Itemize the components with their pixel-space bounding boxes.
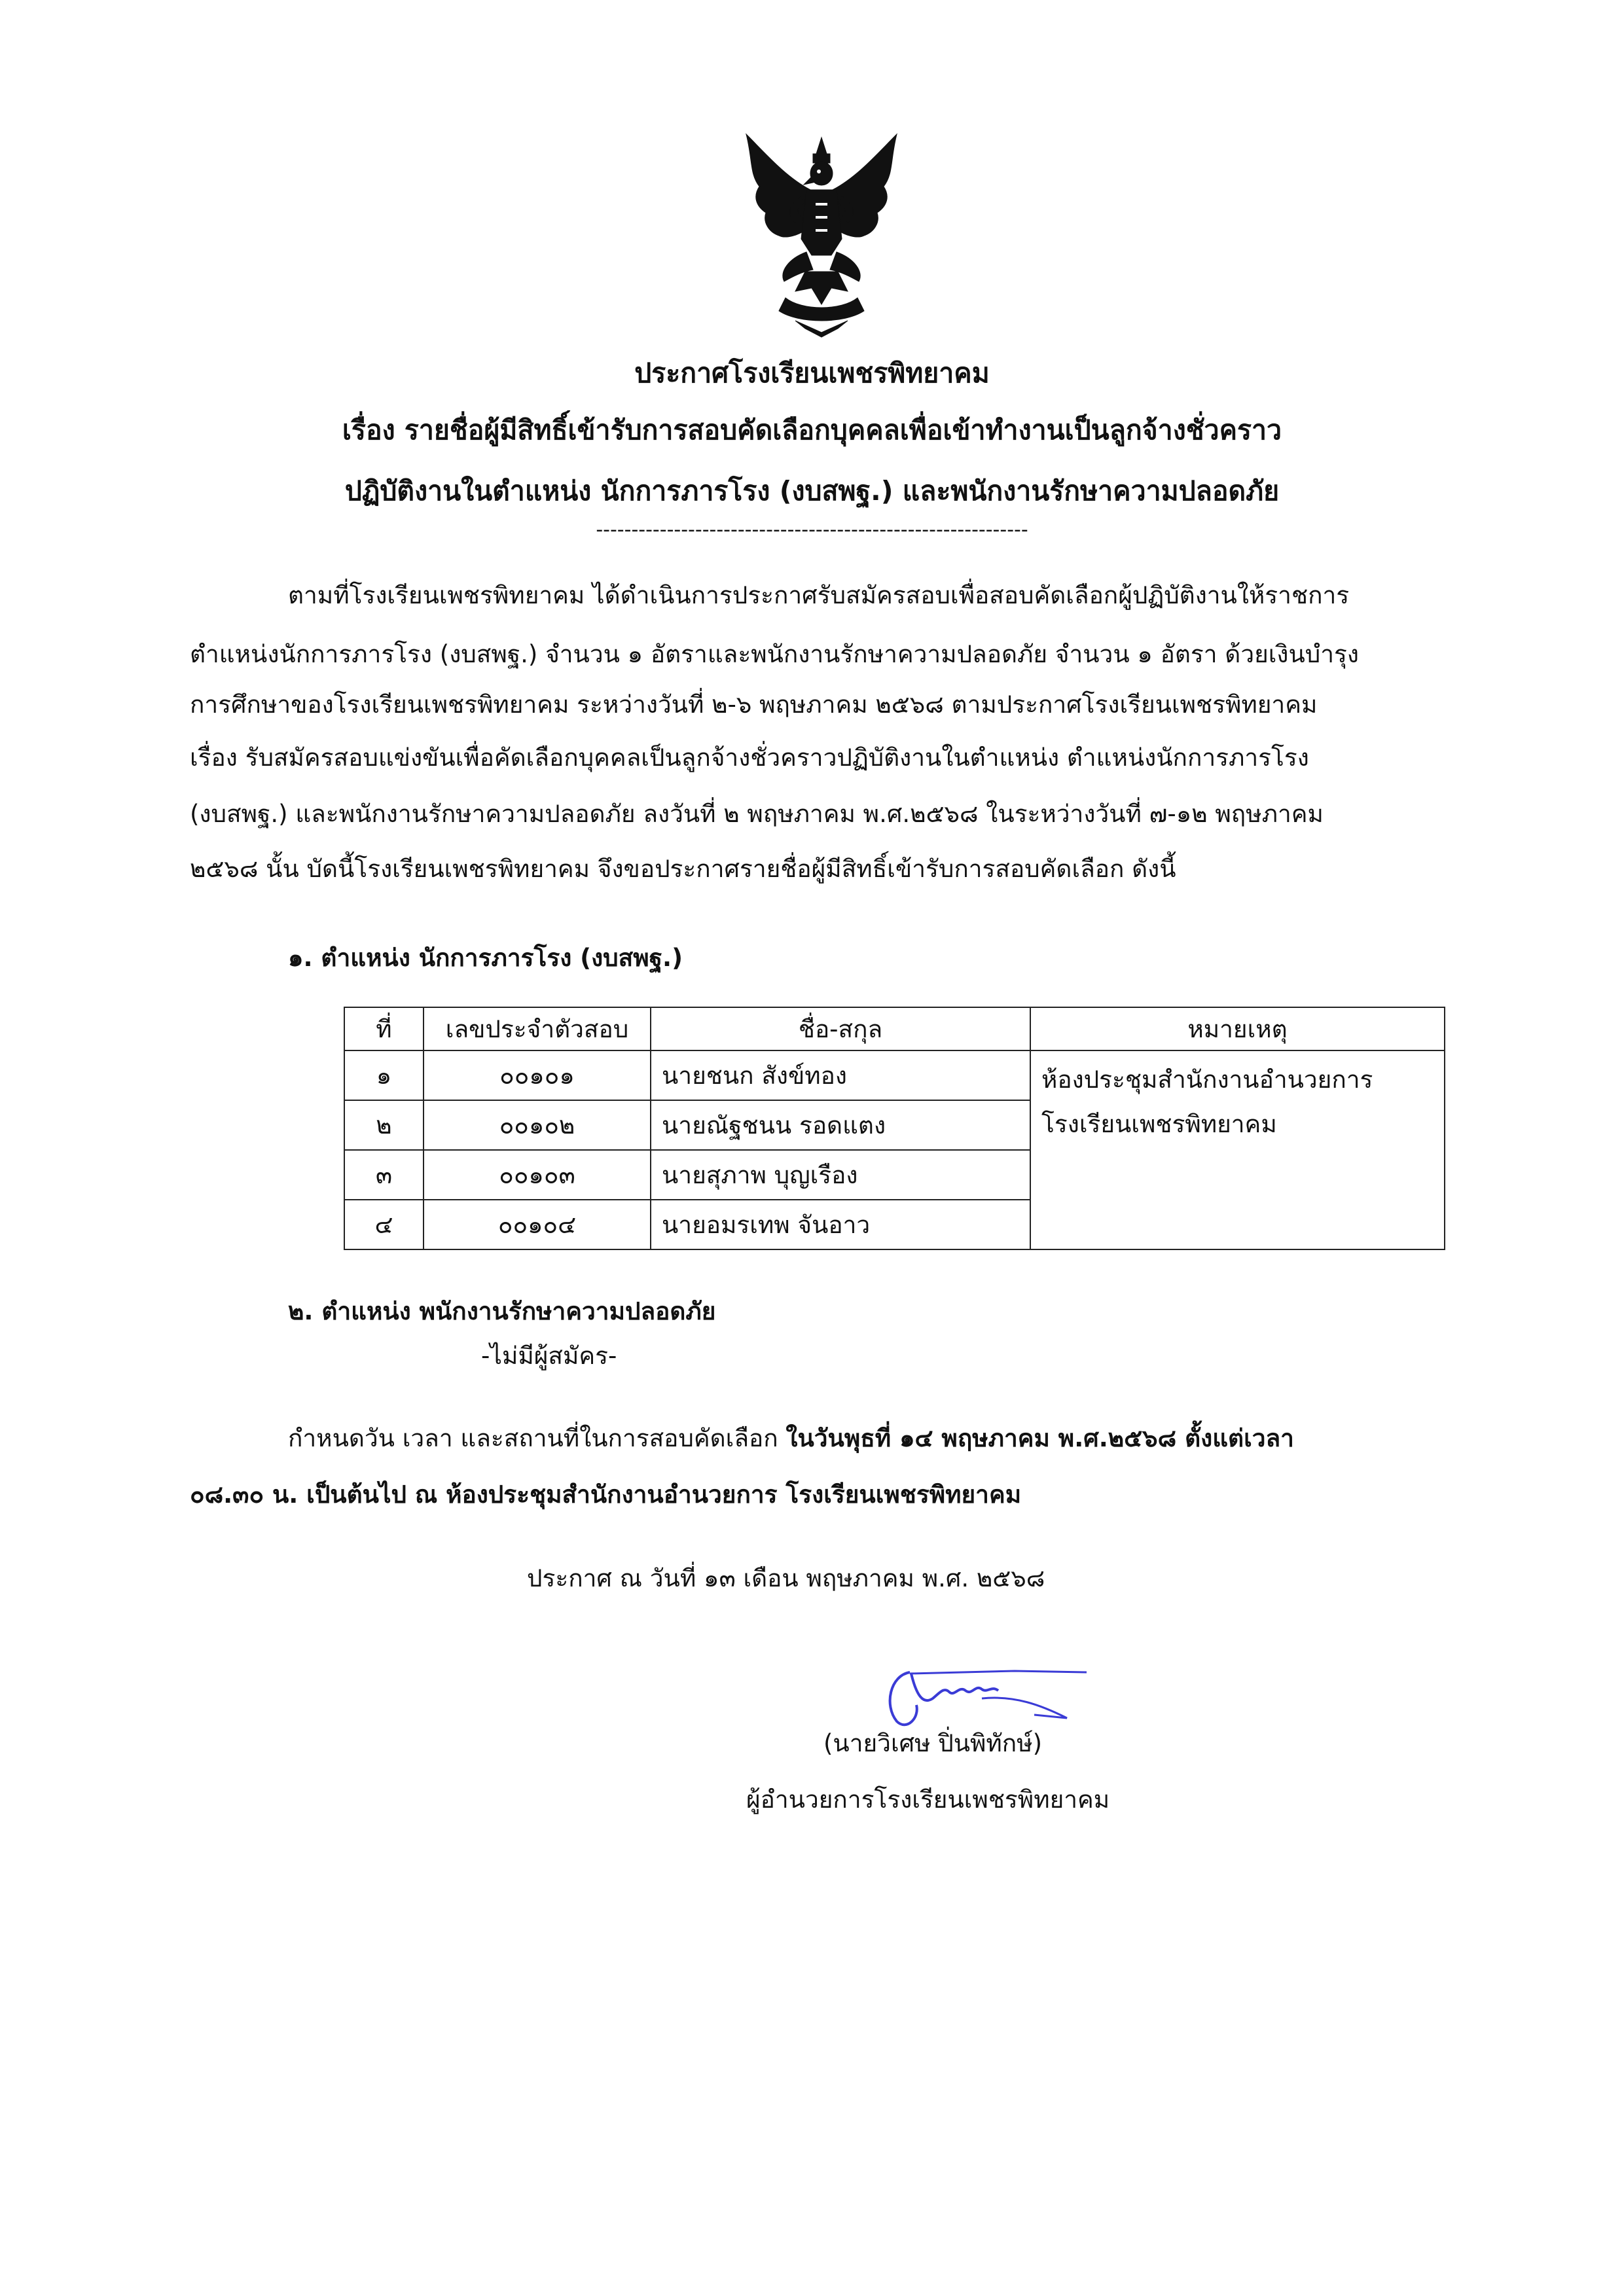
col-header-remark: หมายเหตุ — [1030, 1007, 1445, 1050]
col-header-name: ชื่อ-สกุล — [651, 1007, 1030, 1050]
remark-line-1: ห้องประชุมสำนักงานอำนวยการ — [1041, 1066, 1373, 1094]
row-exam-id: ๐๐๑๐๑ — [424, 1050, 651, 1100]
row-no: ๒ — [344, 1100, 424, 1150]
intro-line-4: เรื่อง รับสมัครสอบแข่งขันเพื่อคัดเลือกบุคคลเป็นลูกจ้างชั่วคราวปฏิบัติงานในตำแหน่ง ตำแหน่งนักการภารโรง — [190, 744, 1309, 772]
intro-line-2: ตำแหน่งนักการภารโรง (งบสพฐ.) จำนวน ๑ อัตราและพนักงานรักษาความปลอดภัย จำนวน ๑ อัตรา ด้วยเงินบำรุง — [190, 640, 1359, 668]
remark-cell — [1030, 1050, 1445, 1249]
row-no: ๔ — [344, 1200, 424, 1249]
signer-title: ผู้อำนวยการโรงเรียนเพชรพิทยาคม — [746, 1785, 1110, 1814]
intro-line-5: (งบสพฐ.) และพนักงานรักษาความปลอดภัย ลงวันที่ ๒ พฤษภาคม พ.ศ.๒๕๖๘ ในระหว่างวันที่ ๗-๑๒ พฤษภาคม — [190, 800, 1324, 828]
table-row — [344, 1050, 1445, 1100]
row-exam-id: ๐๐๑๐๔ — [424, 1200, 651, 1249]
schedule-line-1-date: ในวันพุธที่ ๑๔ พฤษภาคม พ.ศ.๒๕๖๘ ตั้งแต่เวลา — [785, 1424, 1294, 1452]
schedule-line-1-text: กำหนดวัน เวลา และสถานที่ในการสอบคัดเลือก — [288, 1424, 786, 1452]
remark-line-2: โรงเรียนเพชรพิทยาคม — [1041, 1110, 1277, 1139]
col-header-exam-id: เลขประจำตัวสอบ — [424, 1007, 651, 1050]
table-header-row — [344, 1007, 1445, 1050]
row-name: นายชนก สังข์ทอง — [651, 1050, 1030, 1100]
header-separator: ------------------------------------------------------------- — [596, 518, 1028, 541]
subject-line-1: เรื่อง รายชื่อผู้มีสิทธิ์เข้ารับการสอบคัดเลือกบุคคลเพื่อเข้าทำงานเป็นลูกจ้างชั่วคราว — [342, 414, 1282, 446]
subject-line-2: ปฏิบัติงานในตำแหน่ง นักการภารโรง (งบสพฐ.) และพนักงานรักษาความปลอดภัย — [344, 475, 1280, 507]
announce-date: ประกาศ ณ วันที่ ๑๓ เดือน พฤษภาคม พ.ศ. ๒๕๖๘ — [527, 1564, 1045, 1592]
candidate-table — [344, 1007, 1445, 1250]
announcement-title: ประกาศโรงเรียนเพชรพิทยาคม — [634, 357, 990, 389]
garuda-emblem-icon — [733, 124, 910, 340]
section2-note: -ไม่มีผู้สมัคร- — [481, 1342, 617, 1370]
row-exam-id: ๐๐๑๐๓ — [424, 1150, 651, 1200]
row-name: นายสุภาพ บุญเรือง — [651, 1150, 1030, 1200]
section1-heading: ๑. ตำแหน่ง นักการภารโรง (งบสพฐ.) — [288, 944, 683, 972]
col-header-no: ที่ — [344, 1007, 424, 1050]
row-name: นายอมรเทพ จันอาว — [651, 1200, 1030, 1249]
row-no: ๑ — [344, 1050, 424, 1100]
intro-line-1: ตามที่โรงเรียนเพชรพิทยาคม ได้ดำเนินการประกาศรับสมัครสอบเพื่อสอบคัดเลือกผู้ปฏิบัติงานให้ราชการ — [288, 581, 1350, 609]
intro-line-3: การศึกษาของโรงเรียนเพชรพิทยาคม ระหว่างวันที่ ๒-๖ พฤษภาคม ๒๕๖๘ ตามประกาศโรงเรียนเพชรพิทยาคม — [190, 691, 1318, 719]
schedule-line-1 — [288, 1424, 1294, 1453]
row-exam-id: ๐๐๑๐๒ — [424, 1100, 651, 1150]
schedule-line-2: ๐๘.๓๐ น. เป็นต้นไป ณ ห้องประชุมสำนักงานอำนวยการ โรงเรียนเพชรพิทยาคม — [190, 1480, 1022, 1509]
signer-name: (นายวิเศษ ปิ่นพิทักษ์) — [823, 1729, 1043, 1757]
row-name: นายณัฐชนน รอดแตง — [651, 1100, 1030, 1150]
row-no: ๓ — [344, 1150, 424, 1200]
intro-line-6: ๒๕๖๘ นั้น บัดนี้โรงเรียนเพชรพิทยาคม จึงขอประกาศรายชื่อผู้มีสิทธิ์เข้ารับการสอบคัดเลือก ดังนี้ — [190, 855, 1176, 883]
section2-heading: ๒. ตำแหน่ง พนักงานรักษาความปลอดภัย — [288, 1297, 716, 1325]
